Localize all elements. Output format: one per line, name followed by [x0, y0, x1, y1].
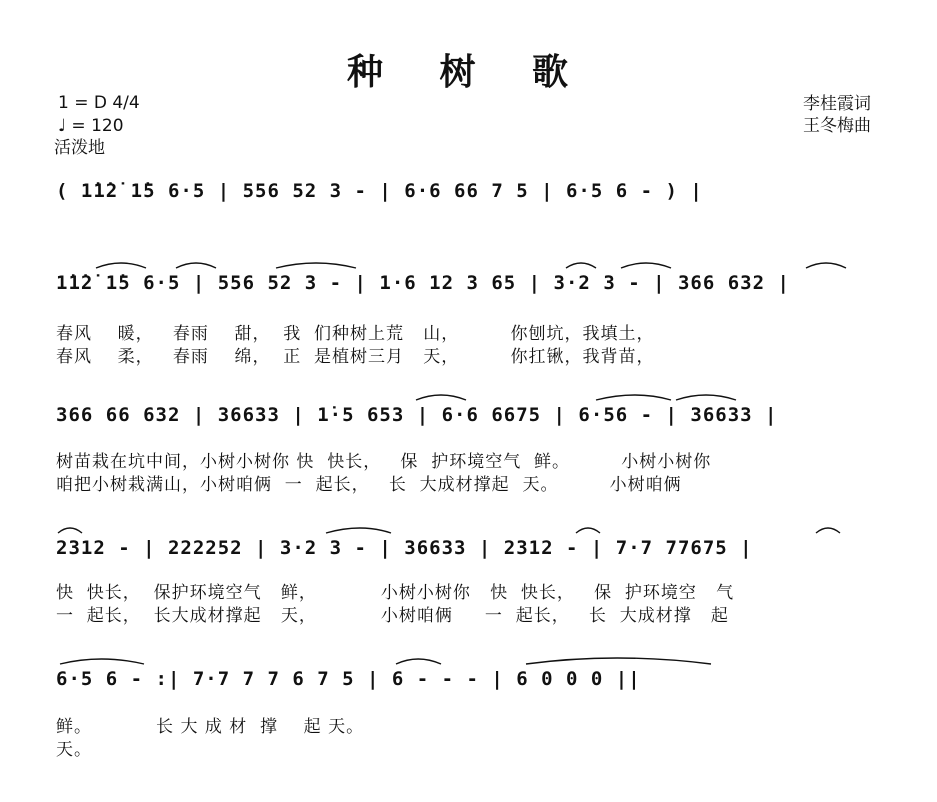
staff-line-3 — [56, 537, 886, 577]
slur-marks — [56, 656, 886, 666]
line2-lyrics-verse1: 树苗栽在坑中间，小树小树你 快 快长， 保 护环境空气 鲜。 小树小树你 — [56, 452, 712, 472]
line1-lyrics-verse2: 春风 柔， 春雨 绵， 正 是植树三月 天， 你扛锹，我背苗， — [56, 347, 655, 367]
line3-notes: 2312 - | 222252 | 3·2 3 - | 36633 | 2312 - | 7·7 77675 | — [56, 537, 753, 559]
line2-lyrics-verse2: 咱把小树栽满山，小树咱俩 一 起长， 长 大成材撑起 天。 小树咱俩 — [56, 475, 682, 495]
slur-marks — [56, 260, 886, 270]
lyricist: 李桂霞词 — [803, 94, 871, 114]
line4-lyrics-verse2: 天。 — [56, 740, 92, 760]
staff-line-1 — [56, 272, 886, 312]
song-title: 种 树 歌 — [346, 51, 591, 93]
composer: 王冬梅曲 — [803, 116, 871, 136]
key-signature: 1 = D 4/4 — [58, 93, 140, 113]
credits — [803, 93, 871, 137]
intro-notes: ( 1̇1̇2̇ 1̇5 6·5 | 556 52 3 - | 6·6 66 7 5 | 6·5 6 - ) | — [56, 180, 703, 202]
staff-line-4 — [56, 668, 886, 708]
line2-notes: 366 66 632 | 36633 | 1̇·5 653 | 6·6 6675 | 6·56 - | 36633 | — [56, 404, 778, 426]
line1-lyrics-verse1: 春风 暖， 春雨 甜， 我 们种树上荒 山， 你刨坑，我填土， — [56, 324, 655, 344]
slur-marks — [56, 392, 886, 402]
line3-lyrics-verse2: 一 起长， 长大成材撑起 天， 小树咱俩 一 起长， 长 大成材撑 起 — [56, 606, 729, 626]
staff-line-2 — [56, 404, 886, 444]
intro-staff — [56, 180, 886, 220]
slur-marks — [56, 525, 886, 535]
line3-lyrics-verse1: 快 快长， 保护环境空气 鲜， 小树小树你 快 快长， 保 护环境空 气 — [56, 583, 735, 603]
tempo-marking: ♩ = 120 — [58, 116, 124, 136]
line1-notes: 1̇1̇2̇ 1̇5 6·5 | 556 52 3 - | 1·6 12 3 65 | 3·2 3 - | 366 632 | — [56, 272, 790, 294]
expression-marking: 活泼地 — [54, 138, 105, 158]
line4-notes: 6·5 6 - :| 7·7 7 7 6 7 5 | 6 - - - | 6 0 0 0 || — [56, 668, 641, 690]
line4-lyrics-verse1: 鲜。 长 大 成 材 撑 起 天。 — [56, 717, 365, 737]
